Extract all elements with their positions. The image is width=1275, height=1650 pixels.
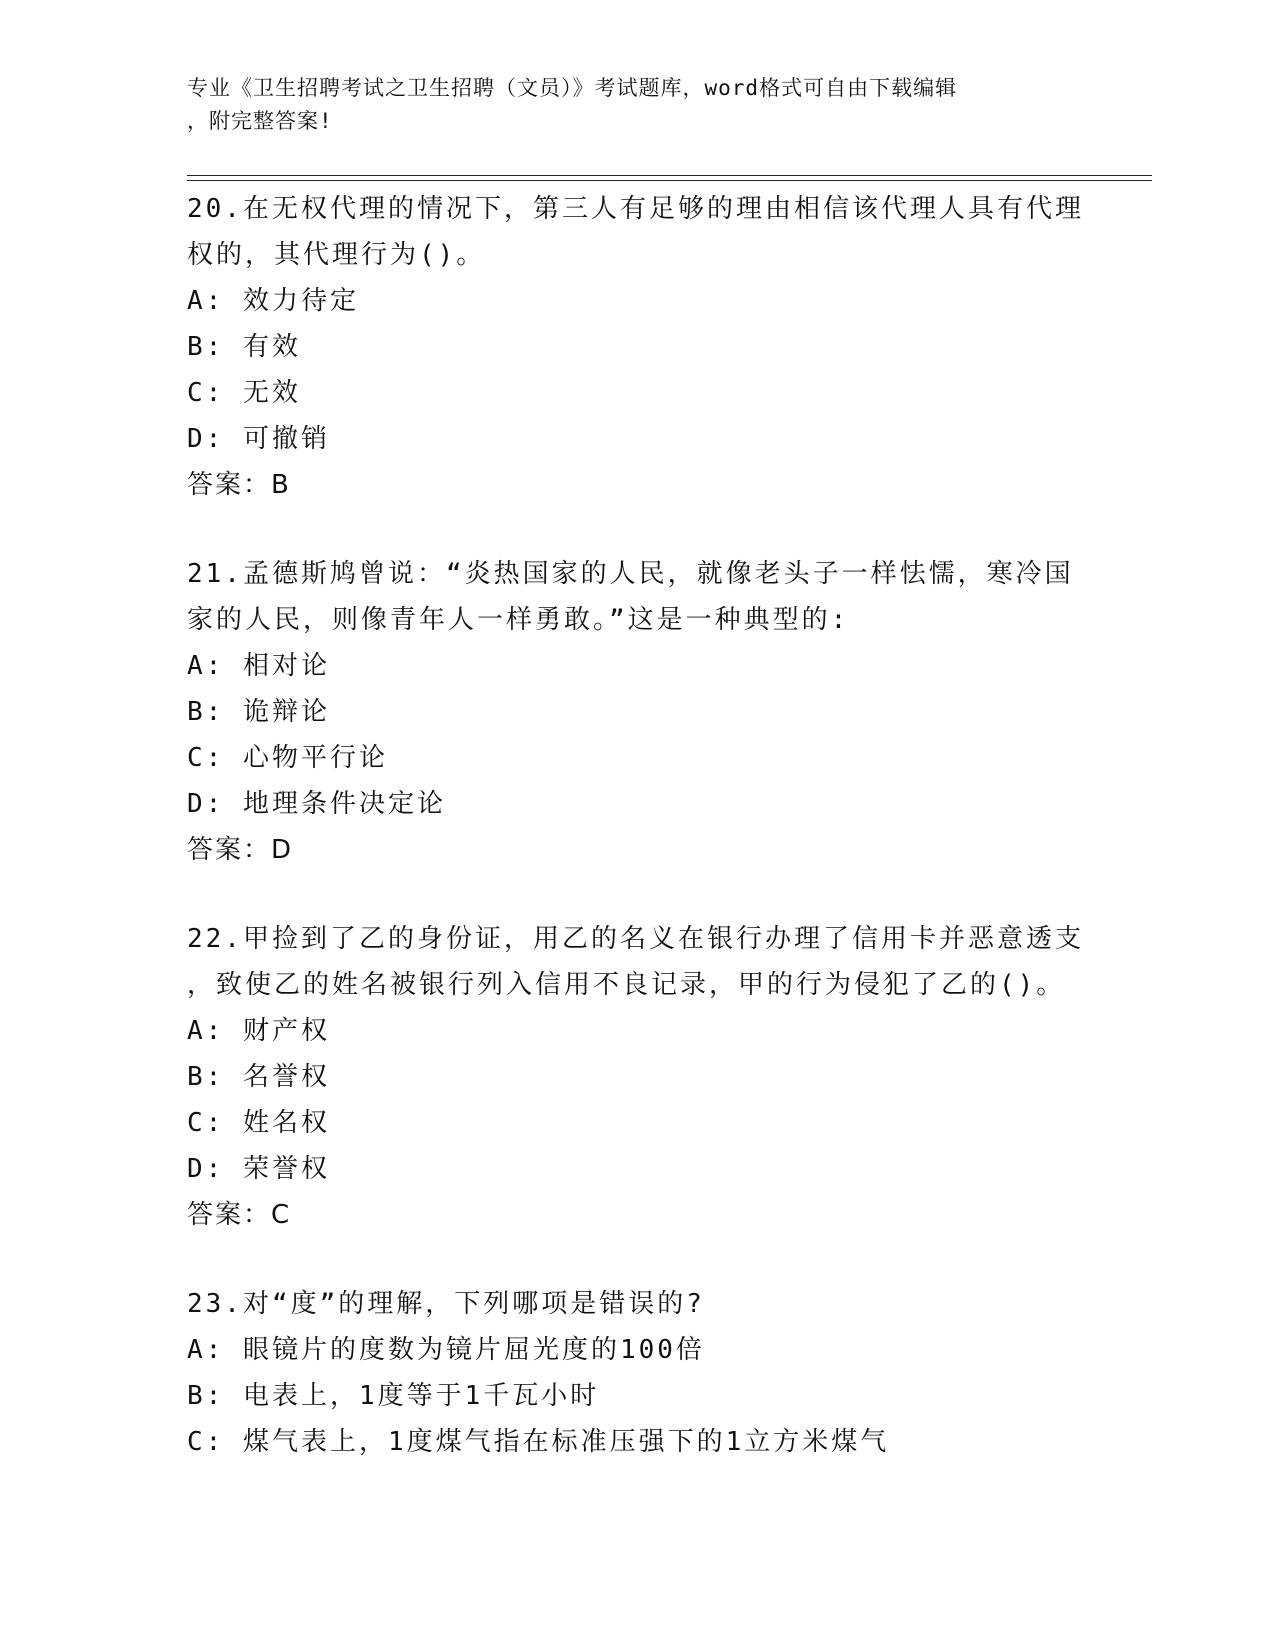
header-divider-bottom bbox=[187, 180, 1152, 181]
option-b: B: 诡辩论 bbox=[187, 697, 330, 727]
question-20 bbox=[187, 186, 1087, 508]
question-text-line: 家的人民，则像青年人一样勇敢。”这是一种典型的: bbox=[187, 605, 850, 635]
option-a: A: 相对论 bbox=[187, 651, 330, 681]
option-b: B: 电表上，1度等于1千瓦小时 bbox=[187, 1381, 600, 1411]
option-c: C: 煤气表上，1度煤气指在标准压强下的1立方米煤气 bbox=[187, 1427, 890, 1457]
answer: 答案：D bbox=[187, 835, 294, 865]
option-b: B: 名誉权 bbox=[187, 1062, 330, 1092]
answer: 答案：C bbox=[187, 1200, 292, 1230]
question-21 bbox=[187, 551, 1087, 873]
option-a: A: 眼镜片的度数为镜片屈光度的100倍 bbox=[187, 1335, 705, 1365]
header-divider-top bbox=[187, 175, 1152, 176]
question-text-line: 23.对“度”的理解，下列哪项是错误的? bbox=[187, 1289, 705, 1319]
question-text-line: 权的，其代理行为()。 bbox=[187, 240, 486, 270]
option-d: D: 地理条件决定论 bbox=[187, 789, 446, 819]
option-a: A: 效力待定 bbox=[187, 286, 359, 316]
option-a: A: 财产权 bbox=[187, 1016, 330, 1046]
option-d: D: 可撤销 bbox=[187, 424, 330, 454]
question-text-line: ，致使乙的姓名被银行列入信用不良记录，甲的行为侵犯了乙的()。 bbox=[187, 970, 1066, 1000]
option-b: B: 有效 bbox=[187, 332, 301, 362]
question-list bbox=[187, 186, 1087, 1508]
option-d: D: 荣誉权 bbox=[187, 1154, 330, 1184]
option-c: C: 心物平行论 bbox=[187, 743, 388, 773]
option-c: C: 姓名权 bbox=[187, 1108, 330, 1138]
question-text-line: 21.孟德斯鸠曾说：“炎热国家的人民，就像老头子一样怯懦，寒冷国 bbox=[187, 559, 1074, 589]
answer: 答案：B bbox=[187, 470, 291, 500]
document-header bbox=[187, 72, 1067, 138]
question-text-line: 20.在无权代理的情况下，第三人有足够的理由相信该代理人具有代理 bbox=[187, 194, 1084, 224]
question-23 bbox=[187, 1281, 1087, 1465]
header-line-2: ，附完整答案! bbox=[187, 109, 333, 133]
header-line-1: 专业《卫生招聘考试之卫生招聘（文员）》考试题库，word格式可自由下载编辑 bbox=[187, 76, 958, 100]
option-c: C: 无效 bbox=[187, 378, 301, 408]
question-22 bbox=[187, 916, 1087, 1238]
question-text-line: 22.甲捡到了乙的身份证，用乙的名义在银行办理了信用卡并恶意透支 bbox=[187, 924, 1084, 954]
